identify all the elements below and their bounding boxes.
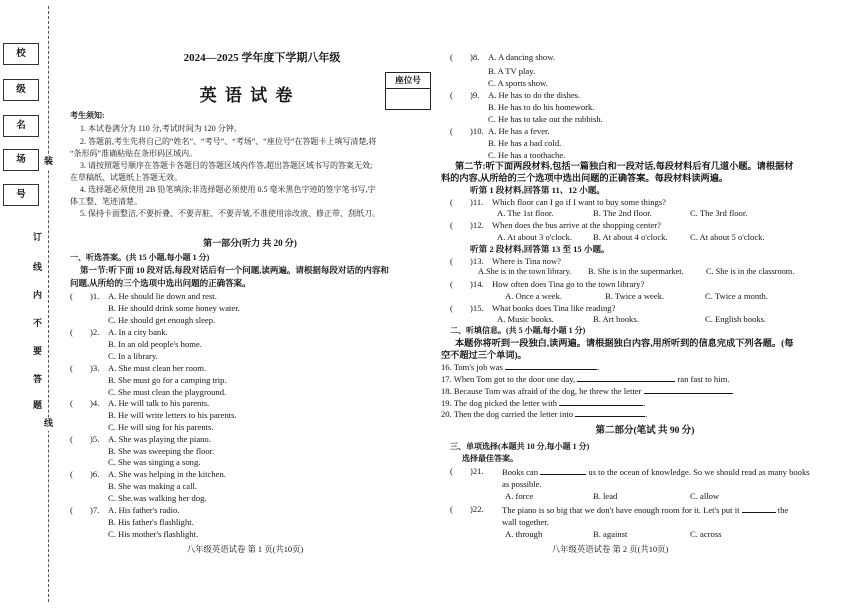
question-13-option-b: B. She is in the supermarket. xyxy=(588,267,684,276)
question-14-option-c: C. Twice a month. xyxy=(705,291,768,301)
seat-number-box xyxy=(385,72,431,110)
section3-title: 三、单项选择(本题共 10 分,每小题 1 分) xyxy=(450,442,590,451)
question-12-option-b: B. At about 4 o'clock. xyxy=(593,232,668,242)
fill-item-19-prefix: 19. The dog picked the letter with xyxy=(441,398,560,408)
question-5-option-a: A. She was playing the piano. xyxy=(108,434,211,444)
question-7-option-b: B. His father's flashlight. xyxy=(108,517,194,527)
seal-char-yao: 要 xyxy=(33,347,43,357)
question-11-number: ( )11. xyxy=(450,197,484,207)
question-13-prompt: Where is Tina now? xyxy=(492,256,561,266)
section1-title: 一、听选答案。(共 15 小题,每小题 1 分) xyxy=(70,253,210,262)
binding-label-exam-room: 场 xyxy=(3,149,39,171)
notice-heading: 考生须知: xyxy=(70,111,105,120)
fill-item-19-suffix: . xyxy=(643,398,646,408)
answer-blank-17 xyxy=(577,373,675,382)
fill-item-17-prefix: 17. When Tom got to the door one day, xyxy=(441,374,578,384)
part2-title: 第二部分(笔试 共 90 分) xyxy=(595,426,695,436)
question-21-stem-continued: as possible. xyxy=(502,479,542,489)
question-21-stem xyxy=(502,466,810,477)
question-14-option-a: A. Once a week. xyxy=(505,291,563,301)
question-14-prompt: How often does Tina go to the town library? xyxy=(492,279,645,289)
binding-label-name: 名 xyxy=(3,115,39,137)
question-6-option-c: C. She.was walking her dog. xyxy=(108,493,207,503)
notice-line-3: “条形码”准确粘贴在条形码区域内。 xyxy=(70,149,198,158)
seal-char-xian-2: 线 xyxy=(44,419,54,429)
answer-blank-19 xyxy=(559,397,646,408)
question-12-option-a: A. At about 3 o'clock. xyxy=(497,232,573,242)
fill-item-17-suffix: ran fast to him. xyxy=(675,374,730,384)
part1-title: 第一部分(听力 共 20 分) xyxy=(203,238,297,248)
page2-footer: 八年级英语试卷 第 2 页(共10页) xyxy=(551,545,669,554)
section2-intro-line-1: 本题你将听到一段独白,读两遍。请根据独白内容,用所听到的信息完成下列各题。(每 xyxy=(455,338,794,348)
question-6-option-b: B. She was making a call. xyxy=(108,481,198,491)
exam-title: 2024—2025 学年度下学期八年级 xyxy=(183,52,341,64)
question-11-option-b: B. The 2nd floor. xyxy=(593,208,652,218)
question-7-option-a: A. His father's radio. xyxy=(108,505,180,515)
fill-item-18 xyxy=(441,385,734,396)
question-15-prompt: What books does Tina like reading? xyxy=(492,303,616,313)
binding-cut-line xyxy=(48,6,49,602)
question-2-option-b: B. In an old people's home. xyxy=(108,339,202,349)
question-3-option-a: A. She must clean her room. xyxy=(108,363,207,373)
question-21-number: ( )21. xyxy=(450,466,484,476)
question-8-option-b: B. A TV play. xyxy=(488,66,536,76)
question-14-option-b: B. Twice a week. xyxy=(605,291,665,301)
question-12-option-c: C. At about 5 o'clock. xyxy=(690,232,765,242)
fill-item-17 xyxy=(441,373,729,384)
question-22-stem-after: the xyxy=(775,505,789,515)
question-3-option-c: C. She must clean the playground. xyxy=(108,387,227,397)
seal-char-nei: 内 xyxy=(33,291,43,301)
notice-line-4: 3. 请按照题号顺序在答题卡各题目的答题区域内作答,超出答题区域书写的答案无效; xyxy=(80,161,373,170)
page1-footer: 八年级英语试卷 第 1 页(共10页) xyxy=(186,545,304,554)
question-14-number: ( )14. xyxy=(450,279,484,289)
question-13-option-a: A.She is in the town library. xyxy=(478,267,572,276)
question-4-option-c: C. He will sing for his parents. xyxy=(108,422,214,432)
question-2-option-a: A. In a city bank. xyxy=(108,327,168,337)
question-15-option-c: C. English books. xyxy=(705,314,767,324)
question-22-stem-continued: wall together. xyxy=(502,517,549,527)
question-11-option-a: A. The 1st floor. xyxy=(497,208,554,218)
question-21-option-b: B. lead xyxy=(593,491,618,501)
question-15-option-b: B. Art books. xyxy=(593,314,639,324)
material-2-heading: 听第 2 段材料,回答第 13 至 15 小题。 xyxy=(470,244,610,254)
question-2-number: ( )2. xyxy=(70,327,100,337)
seal-char-bu: 不 xyxy=(33,319,43,329)
question-5-option-c: C. She was singing a song. xyxy=(108,457,201,467)
answer-blank-18 xyxy=(644,385,732,394)
question-1-option-b: B. He should drink some honey water. xyxy=(108,303,240,313)
answer-blank-16 xyxy=(505,361,600,372)
fill-item-19 xyxy=(441,397,645,408)
material-1-heading: 听第 1 段材料,回答第 11、12 小题。 xyxy=(470,185,605,195)
question-9-option-b: B. He has to do his homework. xyxy=(488,102,595,112)
fill-item-18-suffix: . xyxy=(731,386,734,396)
answer-blank-20 xyxy=(575,408,648,419)
question-21-option-c: C. allow xyxy=(690,491,720,501)
seat-number-label: 座位号 xyxy=(386,73,430,89)
binding-label-class: 级 xyxy=(3,79,39,101)
question-9-option-a: A. He has to do the dishes. xyxy=(488,90,581,100)
question-9-option-c: C. He has to take out the rubbish. xyxy=(488,114,603,124)
binding-label-number: 号 xyxy=(3,184,39,206)
question-6-number: ( )6. xyxy=(70,469,100,479)
question-1-option-a: A. He should lie down and rest. xyxy=(108,291,217,301)
fill-item-20 xyxy=(441,408,647,419)
notice-line-5: 在草稿纸、试题纸上答题无效。 xyxy=(70,173,182,182)
fill-item-16 xyxy=(441,361,599,372)
question-3-option-b: B. She must go for a camping trip. xyxy=(108,375,227,385)
question-11-option-c: C. The 3rd floor. xyxy=(690,208,748,218)
section2-intro-line-2: 空不超过三个单词)。 xyxy=(441,350,527,360)
seal-char-zhuang: 装 xyxy=(44,157,54,167)
fill-item-16-suffix: . xyxy=(597,362,600,372)
notice-line-7: 体工整、笔迹清楚。 xyxy=(70,197,142,206)
question-11-prompt: Which floor can I go if I want to buy some things? xyxy=(492,197,666,207)
question-8-option-c: C. A sports show. xyxy=(488,78,548,88)
question-1-number: ( )1. xyxy=(70,291,100,301)
fill-item-20-suffix: . xyxy=(645,409,648,419)
question-22-option-b: B. against xyxy=(593,529,628,539)
notice-line-2: 2. 答题前,考生先将自己的“姓名”、“考号”、“考场”、“座位号”在答题卡上填写清楚,将 xyxy=(80,137,377,146)
answer-blank-22 xyxy=(742,504,776,513)
question-2-option-c: C. In a library. xyxy=(108,351,158,361)
question-3-number: ( )3. xyxy=(70,363,100,373)
question-22-number: ( )22. xyxy=(450,504,484,514)
question-12-prompt: When does the bus arrive at the shopping center? xyxy=(492,220,661,230)
seal-char-ti: 题 xyxy=(33,401,43,411)
section1-intro-line-1: 第一节:听下面 10 段对话,每段对话后有一个问题,读两遍。请根据每段对话的内容和 xyxy=(80,265,389,275)
question-13-option-c: C. She is in the classroom. xyxy=(706,267,795,276)
question-21-stem-after: us to the ocean of knowledge. So we should read as many books xyxy=(586,467,810,477)
question-9-number: ( )9. xyxy=(450,90,480,100)
seal-char-xian: 线 xyxy=(33,263,43,273)
seal-char-da: 答 xyxy=(33,375,43,385)
subject-title: 英 语 试 卷 xyxy=(199,86,295,105)
section1-intro-line-2: 问题,从所给的三个选项中选出问题的正确答案。 xyxy=(70,278,251,288)
question-15-option-a: A. Music books. xyxy=(497,314,554,324)
question-4-number: ( )4. xyxy=(70,398,100,408)
question-22-option-a: A. through xyxy=(505,529,543,539)
question-4-option-b: B. He will write letters to his parents. xyxy=(108,410,237,420)
question-21-option-a: A. force xyxy=(505,491,534,501)
question-10-option-b: B. He has a bad cold. xyxy=(488,138,562,148)
binding-label-school: 校 xyxy=(3,43,39,65)
question-13-number: ( )13. xyxy=(450,256,484,266)
fill-item-18-prefix: 18. Because Tom was afraid of the dog, he threw the letter xyxy=(441,386,644,396)
notice-line-1: 1. 本试卷满分为 110 分,考试时间为 120 分钟。 xyxy=(80,124,242,133)
question-12-number: ( )12. xyxy=(450,220,484,230)
question-10-number: ( )10. xyxy=(450,126,484,136)
question-10-option-c: C. He has a toothache. xyxy=(488,150,566,160)
question-7-option-c: C. His mother's flashlight. xyxy=(108,529,199,539)
question-8-option-a: A. A dancing show. xyxy=(488,52,555,62)
question-22-stem-before: The piano is so big that we don't have enough room for it. Let's put it xyxy=(502,505,742,515)
question-10-option-a: A. He has a fever. xyxy=(488,126,550,136)
question-8-number: ( )8. xyxy=(450,52,480,62)
section2-title: 二、听填信息。(共 5 小题,每小题 1 分) xyxy=(450,326,586,335)
fill-item-20-prefix: 20. Then the dog carried the letter into xyxy=(441,409,576,419)
notice-line-6: 4. 选择题必须使用 2B 铅笔填涂;非选择题必须使用 0.5 毫米黑色字迹的签字笔书写,字 xyxy=(80,185,376,194)
question-7-number: ( )7. xyxy=(70,505,100,515)
question-21-stem-before: Books can xyxy=(502,467,541,477)
notice-line-8: 5. 保持卡面整洁,不要折叠、不要弄脏、不要弄皱,不准使用涂改液、修正带、刮纸刀。 xyxy=(80,209,380,218)
question-15-number: ( )15. xyxy=(450,303,484,313)
seal-char-ding: 订 xyxy=(33,233,43,243)
question-1-option-c: C. He should get enough sleep. xyxy=(108,315,216,325)
question-4-option-a: A. He will talk to his parents. xyxy=(108,398,210,408)
fill-item-16-prefix: 16. Tom's job was xyxy=(441,362,506,372)
question-22-option-c: C. across xyxy=(690,529,722,539)
question-5-option-b: B. She was sweeping the floor. xyxy=(108,446,215,456)
section3-instruction: 选择最佳答案。 xyxy=(462,454,518,463)
question-5-number: ( )5. xyxy=(70,434,100,444)
section1-part2-intro-line-2: 料的内容,从所给的三个选项中选出问题的正确答案。每段材料读两遍。 xyxy=(441,173,729,183)
section1-part2-intro-line-1: 第二节:听下面两段材料,包括一篇独白和一段对话,每段材料后有几道小题。请根据材 xyxy=(455,161,794,171)
answer-blank-21 xyxy=(540,466,586,475)
question-6-option-a: A. She was helping in the kitchen. xyxy=(108,469,226,479)
question-22-stem xyxy=(502,504,788,515)
